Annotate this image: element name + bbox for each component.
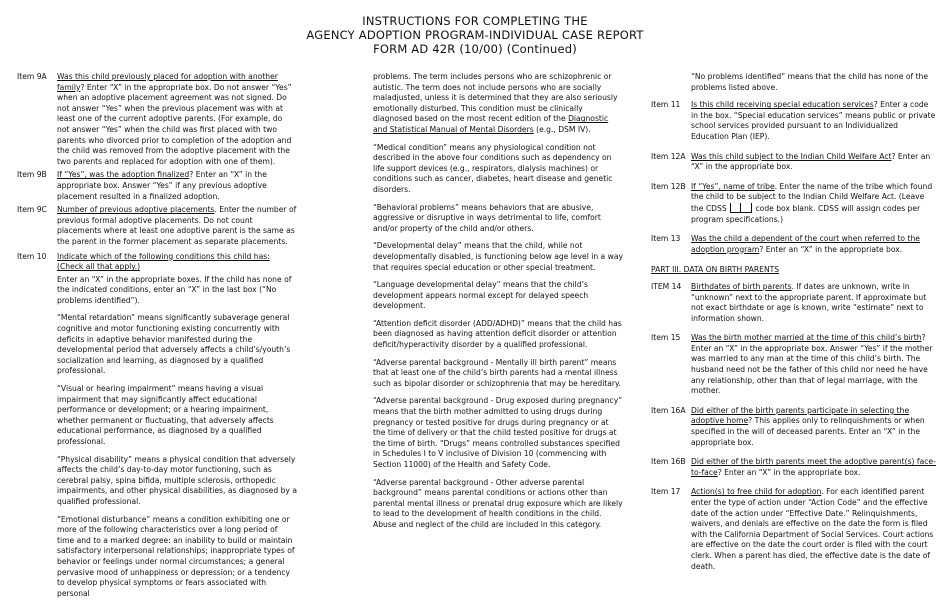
paragraph: “Behavioral problems” means behaviors that are abusive, aggressive or disruptive in ways detrimental to life, comfort and/or property of the child and/or others. xyxy=(373,202,601,233)
paragraph: “Adverse parental background - Drug exposed during pregnancy” means that the birth mother admitted to using drugs during pregnancy or tested positive for drugs during pregnancy or at the time of delivery or that the child tested positive for drugs at the time of birth. “Drugs” means controlled substances specified in Schedules I to V inclusive of Division 10 (commencing with Section 11000) of the Health and Safety Code. xyxy=(373,396,623,469)
item-text: ? Enter a code in the box. “Special education services” means public or private school services provided pursuant to an Individualized Education Plan (IEP). xyxy=(691,100,936,141)
item-9a xyxy=(17,72,297,167)
paragraph: “Visual or hearing impairment” means having a visual impairment that may significantly affect educational performance or development; or a hearing impairment, whether permanent or fluctuating, that adversely affects educational performance, as diagnosed by a qualified professional. xyxy=(57,384,274,446)
header-line-3: FORM AD 42R (10/00) (Continued) xyxy=(373,42,577,56)
column-2 xyxy=(373,72,623,538)
paragraph: “No problems identified” means that the child has none of the problems listed above. xyxy=(691,72,929,92)
dsm-reference: Diagnostic and Statistical Manual of Mental Disorders xyxy=(373,114,609,134)
item-text: . Enter the number of previous formal adoptive placements. Do not count placements where at least one adoptive parent is the same as the parent in the former placement as separate placements. xyxy=(57,205,297,246)
item-heading: Was the birth mother married at the time of this child’s birth xyxy=(691,333,922,343)
header-line-1: INSTRUCTIONS FOR COMPLETING THE xyxy=(362,14,588,28)
item-text: ? Enter an “X” in the appropriate box. Answer “Yes” if any previous adoptive placement resulted in a finalized adoption. xyxy=(57,170,267,201)
paragraph-text: problems. The term includes persons who are schizophrenic or autistic. The term does not include persons who are socially maladjusted, unless it is determined that they are also seriously emotionally disturbed. This condition must be clinically diagnosed based on the most recent edition of the xyxy=(373,72,618,124)
item-13 xyxy=(651,234,936,255)
item-heading: If “Yes”, name of tribe xyxy=(691,181,775,191)
item-9b xyxy=(17,170,297,202)
item-heading: Indicate which of the following conditions this child has: (Check all that apply.) xyxy=(57,251,270,272)
item-heading: Was this child previously placed for adoption with another family xyxy=(57,72,278,92)
item-heading: Action(s) to free child for adoption xyxy=(691,487,822,497)
item-label: Item 15 xyxy=(651,333,681,343)
paragraph: “Adverse parental background - Other adverse parental background” means parental conditions or actions other than parental mental illness or prenatal drug exposure which are likely to lead to the development of health conditions in the child. Abuse and neglect of the child are included in this category. xyxy=(373,477,623,529)
paragraph-continued xyxy=(373,72,623,136)
paragraph: “Adverse parental background - Mentally ill birth parent” means that at least one of the child’s birth parents had a mental illness such as bipolar disorder or schizophrenia that may be hereditary. xyxy=(373,357,621,388)
item-heading: Number of previous adoptive placements xyxy=(57,205,215,215)
item-label: ITEM 14 xyxy=(651,281,682,291)
item-label: Item 13 xyxy=(651,234,681,244)
paragraph: “Language developmental delay” means that the child’s development appears normal except for delayed speech development. xyxy=(373,280,589,311)
item-heading: If “Yes”, was the adoption finalized xyxy=(57,170,190,180)
item-text: ? Enter an “X” in the appropriate box. Answer “Yes” if the mother was married to any man at the time of this child’s birth. The husband need not be the father of this child nor need he have any relationship, other than that of legal marriage, with the mother. xyxy=(691,333,933,396)
item-heading: Is this child receiving special education services xyxy=(691,100,874,110)
paragraph: “Physical disability” means a physical condition that adversely affects the child’s day-to-day motor functioning, such as cerebral palsy, spina bifida, multiple sclerosis, orthopedic impairments, and other physical disabilities, as diagnosed by a qualified professional. xyxy=(57,454,297,506)
item-text: ? Enter an “X” in the appropriate box. xyxy=(691,151,931,172)
item-heading: Was the child a dependent of the court when referred to the adoption program xyxy=(691,234,920,254)
item-text: ? Enter an “X” in the appropriate box. xyxy=(759,244,903,254)
item-11 xyxy=(651,100,936,142)
item-label: Item 9B xyxy=(17,170,47,180)
paragraph-text: (e.g., DSM IV). xyxy=(533,124,591,134)
item-text: . If dates are unknown, write in “unknown” next to the appropriate parent. If approximate but not exact birthdate or age is known, write “estimate” next to information shown. xyxy=(691,281,927,323)
item-12b xyxy=(651,182,936,225)
item-text: . For each identified parent enter the type of action under “Action Code” and the effective date of the action under “Effective Date.” Relinquishments, waivers, and denials are effective on the date the form is filed with the California Department of Social Services. Court actions are effective on the date the court order is filed with the court clerk. When a parent has died, the effective date is the date of death. xyxy=(691,487,934,571)
item-label: Item 9C xyxy=(17,205,47,215)
item-label: Item 12A xyxy=(651,151,686,161)
column-1 xyxy=(17,72,297,609)
paragraph: Enter an “X” in the appropriate boxes. If the child has none of the indicated conditions, enter an “X” in the last box (“No problems identified”). xyxy=(57,274,292,305)
item-heading: Did either of the birth parents meet the adoptive parent(s) face-to-face xyxy=(691,457,936,477)
item-text: ? Enter an “X” in the appropriate box. xyxy=(717,467,861,477)
item-label: Item 10 xyxy=(17,251,47,261)
paragraph: “Mental retardation” means significantly subaverage general cognitive and motor functioning existing concurrently with deficits in adaptive behavior manifested during the developmental period that adversely affects a child’s/youth’s socialization and learning, as diagnosed by a qualified professional. xyxy=(57,313,291,376)
item-16a xyxy=(651,406,936,448)
part-3-heading: PART III. DATA ON BIRTH PARENTS xyxy=(651,265,780,275)
paragraph: “Medical condition” means any physiological condition not described in the above four conditions such as dependency on life support devices (e.g., respirators, dialysis machines) or conditions such as cancer, diabetes, heart disease and genetic disorders. xyxy=(373,142,613,194)
item-heading: Was this child subject to the Indian Child Welfare Act xyxy=(691,151,892,161)
item-17 xyxy=(651,487,936,572)
paragraph: “Attention deficit disorder (ADD/ADHD)” means that the child has been diagnosed as having attention deficit disorder or attention deficit/hyperactivity disorder by a qualified professional. xyxy=(373,318,622,350)
item-heading: Did either of the birth parents participate in selecting the adoptive home xyxy=(691,405,910,426)
item-label: Item 17 xyxy=(651,487,681,497)
item-text: . Enter the name of the tribe which found the child to be subject to the Indian Child Welfare Act. (Leave the CDSS xyxy=(691,181,933,213)
item-label: Item 16B xyxy=(651,457,686,467)
header-line-2: AGENCY ADOPTION PROGRAM-INDIVIDUAL CASE REPORT xyxy=(306,28,644,42)
item-14 xyxy=(651,282,936,324)
item-text: ? Enter “X” in the appropriate box. Do not answer “Yes” when an adoptive placement agreement was not signed. Do not answer “Yes” when the previous placement was with at least one of the current adoptive parents. (For example, do not answer “Yes” when the child was first placed with two parents who divorced prior to completion of the adoption and the child was removed from the adoptive placement with the two parents and replaced for adoption with one of them). xyxy=(57,82,292,166)
document-header xyxy=(0,14,950,56)
paragraph: “Emotional disturbance” means a condition exhibiting one or more of the following characteristics over a long period of time and to a marked degree: an inability to build or maintain satisfactory interpersonal relationships; inappropriate types of behavior or feelings under normal circumstances; a general pervasive mood of unhappiness or depression; or a tendency to develop physical symptoms or fears associated with personal xyxy=(57,514,295,598)
item-16b xyxy=(651,457,936,478)
item-label: Item 9A xyxy=(17,72,47,81)
item-12a xyxy=(651,152,936,173)
item-label: Item 12B xyxy=(651,181,686,191)
item-label: Item 11 xyxy=(651,100,681,110)
item-heading: Birthdates of birth parents xyxy=(691,281,792,291)
item-9c xyxy=(17,205,297,247)
item-text: ? This applies only to relinquishments or when specified in the will of deceased parents. Enter an “X” in the appropriate box. xyxy=(691,416,925,447)
item-15 xyxy=(651,333,936,397)
paragraph: “Developmental delay” means that the child, while not developmentally disabled, is functioning below age level in a way that requires special education or other special treatment. xyxy=(373,241,623,272)
item-label: Item 16A xyxy=(651,405,686,415)
item-text: code box blank. CDSS will assign codes per program specifications.) xyxy=(691,203,921,224)
column-3 xyxy=(651,72,936,581)
code-box xyxy=(730,203,752,213)
item-10 xyxy=(17,252,297,607)
